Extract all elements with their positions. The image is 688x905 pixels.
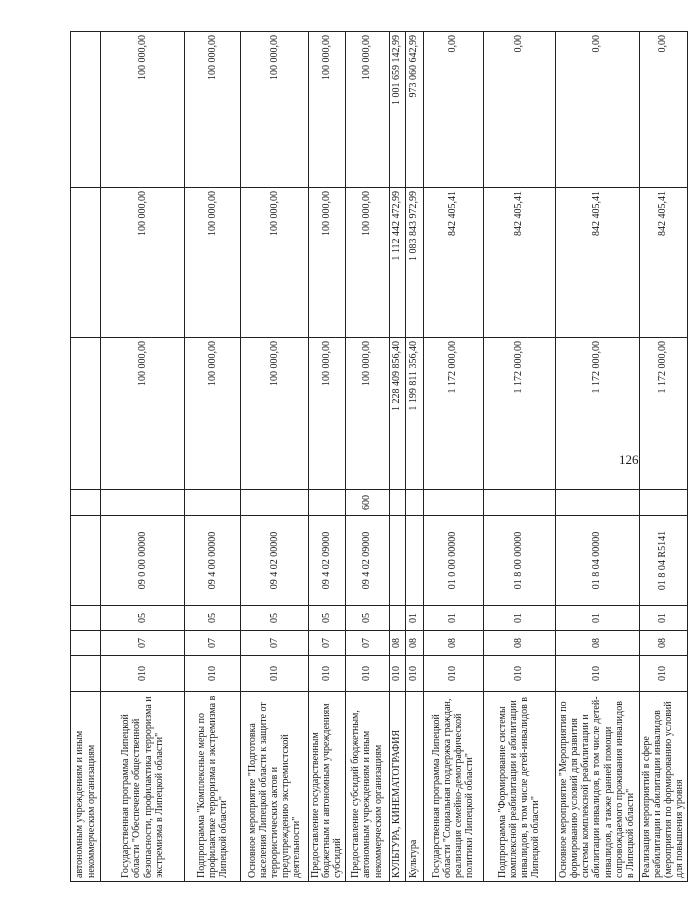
cell-vr: [483, 490, 555, 516]
cell-sum-2: 100 000,00: [185, 188, 241, 338]
cell-vr: [309, 490, 346, 516]
cell-gr: 010: [639, 656, 687, 692]
cell-pr: 05: [345, 606, 389, 631]
cell-name: Предоставление государственным бюджетным и автономным учреждениям субсидий: [309, 692, 346, 882]
cell-name: автономным учреждениям и иным некоммерческим организациям: [71, 692, 101, 882]
cell-sum-2: 1 112 442 472,99: [389, 188, 405, 338]
cell-pr: 05: [309, 606, 346, 631]
cell-gr: 010: [483, 656, 555, 692]
cell-pr: 01: [405, 606, 423, 631]
cell-rz: 08: [639, 631, 687, 656]
cell-sum-1: 1 172 000,00: [639, 338, 687, 490]
cell-gr: 010: [555, 656, 639, 692]
cell-csr: 09 4 02 00000: [241, 516, 309, 606]
cell-vr: [423, 490, 483, 516]
cell-name: КУЛЬТУРА, КИНЕМАТОГРАФИЯ: [389, 692, 405, 882]
cell-name: Предоставление субсидий бюджетным, автономным учреждениям и иным некоммерческим организациям: [345, 692, 389, 882]
cell-sum-1: [71, 338, 101, 490]
cell-name: Подпрограмма "Формирование системы комплексной реабилитации и абилитации инвалидов, в том числе детей-инвалидов в Липецкой области": [483, 692, 555, 882]
cell-sum-2: 842 405,41: [423, 188, 483, 338]
cell-sum-3: 1 001 659 142,99: [389, 32, 405, 188]
cell-rz: 08: [389, 631, 405, 656]
table-row: [309, 32, 346, 882]
cell-sum-3: 0,00: [555, 32, 639, 188]
cell-csr: 01 8 04 00000: [555, 516, 639, 606]
cell-sum-1: 100 000,00: [309, 338, 346, 490]
cell-gr: 010: [345, 656, 389, 692]
cell-rz: [71, 631, 101, 656]
cell-csr: [405, 516, 423, 606]
table-row: [345, 32, 389, 882]
cell-vr: [639, 490, 687, 516]
cell-name: Подпрограмма "Комплексные меры по профилактике терроризма и экстремизма в Липецкой области": [185, 692, 241, 882]
cell-sum-2: 100 000,00: [241, 188, 309, 338]
table-row: [483, 32, 555, 882]
cell-sum-2: 842 405,41: [639, 188, 687, 338]
cell-sum-3: 100 000,00: [101, 32, 185, 188]
table-row: [405, 32, 423, 882]
table-row: [101, 32, 185, 882]
cell-pr: [71, 606, 101, 631]
cell-vr: [71, 490, 101, 516]
cell-sum-3: 0,00: [639, 32, 687, 188]
cell-sum-3: 0,00: [483, 32, 555, 188]
cell-sum-3: 100 000,00: [241, 32, 309, 188]
cell-rz: 08: [423, 631, 483, 656]
cell-csr: 01 8 00 00000: [483, 516, 555, 606]
cell-sum-2: 842 405,41: [555, 188, 639, 338]
cell-pr: 05: [185, 606, 241, 631]
cell-rz: 07: [241, 631, 309, 656]
cell-vr: [555, 490, 639, 516]
table-row: [389, 32, 405, 882]
cell-sum-2: 1 083 843 972,99: [405, 188, 423, 338]
cell-name: Реализация мероприятий в сфере реабилитации и абилитации инвалидов (мероприятия по формированию условий для повышения уровня: [639, 692, 687, 882]
cell-gr: [71, 656, 101, 692]
cell-sum-3: [71, 32, 101, 188]
cell-pr: 05: [101, 606, 185, 631]
table-row: [639, 32, 687, 882]
cell-sum-1: 1 172 000,00: [423, 338, 483, 490]
cell-pr: 01: [555, 606, 639, 631]
cell-pr: 01: [423, 606, 483, 631]
table-row: [241, 32, 309, 882]
cell-gr: 010: [241, 656, 309, 692]
cell-pr: 01: [483, 606, 555, 631]
cell-vr: [101, 490, 185, 516]
cell-gr: 010: [185, 656, 241, 692]
cell-rz: 08: [405, 631, 423, 656]
cell-name: Государственная программа Липецкой области "Социальная поддержка граждан, реализация семейно-демографической политики Липецкой области": [423, 692, 483, 882]
cell-gr: 010: [101, 656, 185, 692]
cell-pr: [389, 606, 405, 631]
cell-csr: 09 0 00 00000: [101, 516, 185, 606]
cell-csr: [389, 516, 405, 606]
budget-table: [70, 31, 688, 882]
cell-sum-3: 100 000,00: [345, 32, 389, 188]
cell-sum-2: 100 000,00: [309, 188, 346, 338]
cell-csr: 01 8 04 R5141: [639, 516, 687, 606]
cell-sum-3: 0,00: [423, 32, 483, 188]
cell-sum-2: 100 000,00: [101, 188, 185, 338]
cell-sum-2: 842 405,41: [483, 188, 555, 338]
cell-vr: [185, 490, 241, 516]
cell-name: Культура: [405, 692, 423, 882]
cell-sum-3: 973 060 642,99: [405, 32, 423, 188]
cell-vr: [405, 490, 423, 516]
table-row: [555, 32, 639, 882]
cell-gr: 010: [389, 656, 405, 692]
cell-gr: 010: [423, 656, 483, 692]
cell-name: Государственная программа Липецкой области "Обеспечение общественной безопасности, профилактика терроризма и экстремизма в Липецкой области": [101, 692, 185, 882]
cell-sum-1: 100 000,00: [241, 338, 309, 490]
cell-csr: 09 4 02 09000: [309, 516, 346, 606]
cell-rz: 08: [483, 631, 555, 656]
cell-sum-1: 1 172 000,00: [483, 338, 555, 490]
cell-sum-3: 100 000,00: [309, 32, 346, 188]
cell-sum-1: 100 000,00: [345, 338, 389, 490]
cell-sum-1: 1 228 409 856,40: [389, 338, 405, 490]
cell-sum-2: [71, 188, 101, 338]
cell-rz: 07: [101, 631, 185, 656]
cell-rz: 08: [555, 631, 639, 656]
cell-vr: [389, 490, 405, 516]
table-row: [185, 32, 241, 882]
page-number: 126: [619, 452, 639, 467]
cell-pr: 05: [241, 606, 309, 631]
cell-csr: 01 0 00 00000: [423, 516, 483, 606]
cell-gr: 010: [309, 656, 346, 692]
table-row: [71, 32, 101, 882]
cell-csr: [71, 516, 101, 606]
cell-sum-1: 100 000,00: [101, 338, 185, 490]
cell-gr: 010: [405, 656, 423, 692]
cell-name: Основное мероприятие "Мероприятия по формированию условий для развития системы комплексной реабилитации и абилитации инвалидов, в том числе детей-инвалидов, а также ранней помощи сопровождаемого проживания инвалидов в Липецкой области": [555, 692, 639, 882]
cell-sum-1: 1 172 000,00: [555, 338, 639, 490]
cell-rz: 07: [185, 631, 241, 656]
cell-sum-3: 100 000,00: [185, 32, 241, 188]
cell-csr: 09 4 02 09000: [345, 516, 389, 606]
cell-rz: 07: [309, 631, 346, 656]
cell-name: Основное мероприятие "Подготовка населения Липецкой области к защите от террористических актов и предупреждению экстремистской деятельности": [241, 692, 309, 882]
cell-vr: [241, 490, 309, 516]
cell-vr: 600: [345, 490, 389, 516]
cell-sum-2: 100 000,00: [345, 188, 389, 338]
cell-csr: 09 4 00 00000: [185, 516, 241, 606]
cell-pr: 01: [639, 606, 687, 631]
cell-rz: 07: [345, 631, 389, 656]
cell-sum-1: 100 000,00: [185, 338, 241, 490]
table-row: [423, 32, 483, 882]
cell-sum-1: 1 199 811 356,40: [405, 338, 423, 490]
